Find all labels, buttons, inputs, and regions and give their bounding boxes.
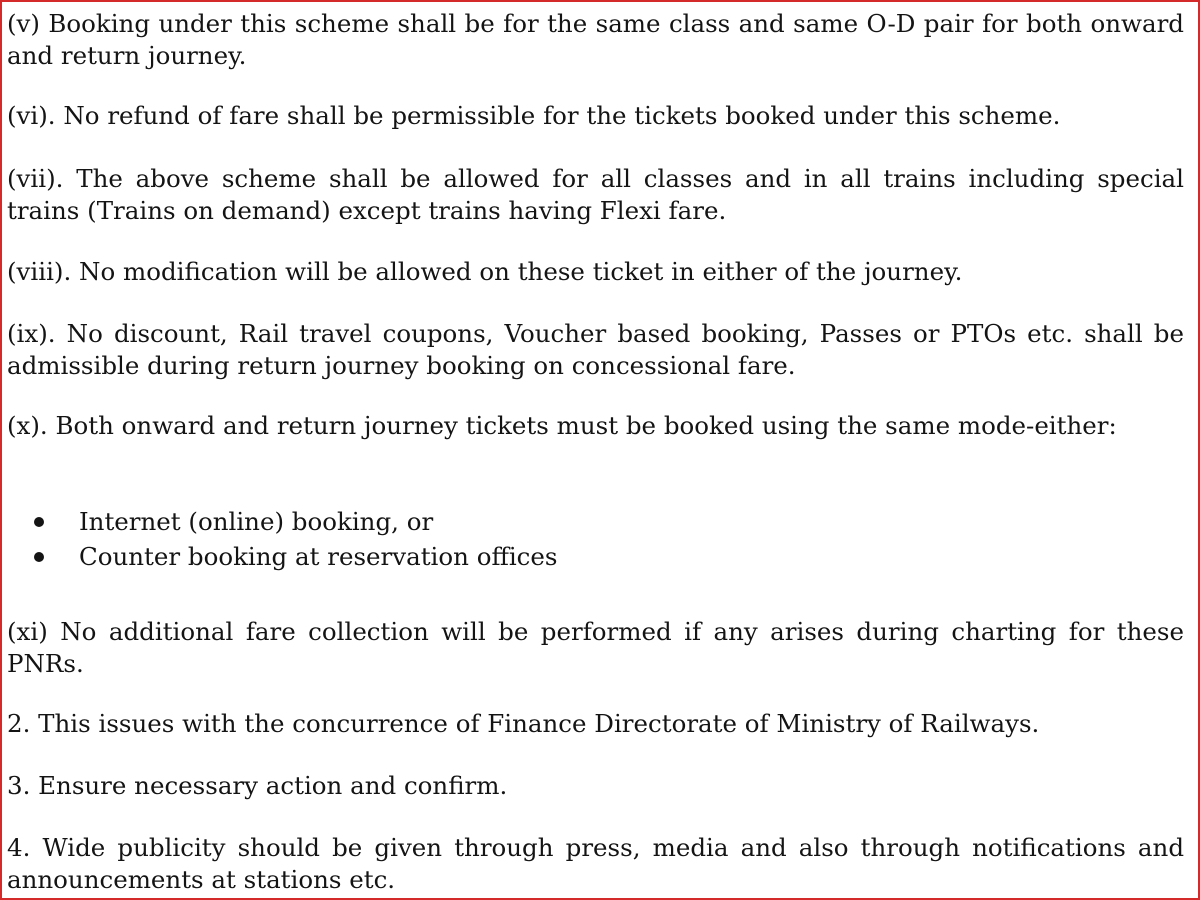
clause-xi: (xi) No additional fare collection will be performed if any arises during charting for these PNRs. [7,617,1184,678]
clause-ix: (ix). No discount, Rail travel coupons, Voucher based booking, Passes or PTOs etc. shall be admissible during return journey booking on concessional fare. [7,319,1184,380]
list-item-text: Internet (online) booking, or [79,507,434,536]
paragraph-4: 4. Wide publicity should be given through press, media and also through notifications and announcements at stations etc. [7,833,1184,894]
clause-viii: (viii). No modification will be allowed on these ticket in either of the journey. [7,257,963,286]
bullet-icon [34,552,44,562]
paragraph-2: 2. This issues with the concurrence of Finance Directorate of Ministry of Railways. [7,709,1040,738]
list-item [30,504,557,539]
clause-x: (x). Both onward and return journey tickets must be booked using the same mode-either: [7,411,1117,440]
list-item [30,539,557,574]
clause-vi: (vi). No refund of fare shall be permissible for the tickets booked under this scheme. [7,101,1061,130]
bullet-icon [34,517,44,527]
booking-mode-list [30,504,557,574]
clause-vii: (vii). The above scheme shall be allowed for all classes and in all trains including special trains (Trains on demand) except trains having Flexi fare. [7,164,1184,225]
paragraph-3: 3. Ensure necessary action and confirm. [7,771,508,800]
list-item-text: Counter booking at reservation offices [79,542,558,571]
clause-v: (v) Booking under this scheme shall be for the same class and same O-D pair for both onward and return journey. [7,9,1184,70]
